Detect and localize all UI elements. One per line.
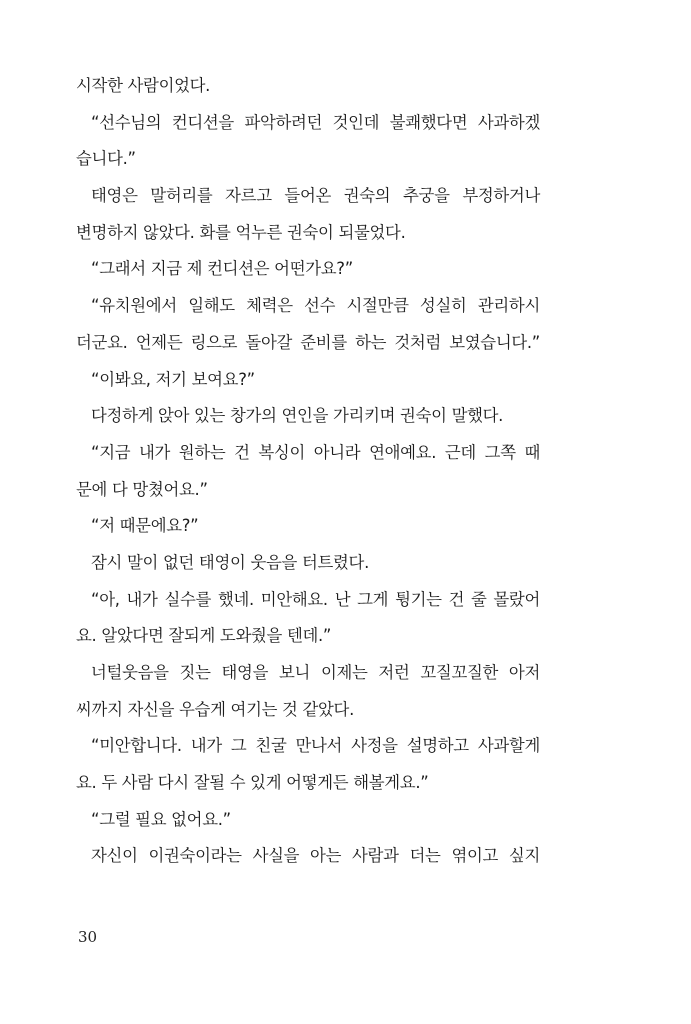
text-line: 자신이 이권숙이라는 사실을 아는 사람과 더는 엮이고 싶지 bbox=[91, 846, 540, 866]
text-line: “지금 내가 원하는 건 복싱이 아니라 연애예요. 근데 그쪽 때 bbox=[91, 442, 540, 462]
text-line: 더군요. 언제든 링으로 돌아갈 준비를 하는 것처럼 보였습니다.” bbox=[76, 332, 540, 352]
text-line: 문에 다 망쳤어요.” bbox=[76, 479, 208, 499]
text-line: 다정하게 앉아 있는 창가의 연인을 가리키며 권숙이 말했다. bbox=[91, 406, 504, 426]
text-line: 너털웃음을 짓는 태영을 보니 이제는 저런 꼬질꼬질한 아저 bbox=[91, 663, 540, 682]
text-line: 요. 알았다면 잘되게 도와줬을 텐데.” bbox=[76, 626, 332, 646]
page-number: 30 bbox=[78, 928, 98, 946]
text-line: “그럴 필요 없어요.” bbox=[91, 809, 231, 829]
text-line: 변명하지 않았다. 화를 억누른 권숙이 되물었다. bbox=[76, 222, 406, 242]
text-line: 시작한 사람이었다. bbox=[76, 76, 211, 95]
text-line: 씨까지 자신을 우습게 여기는 것 같았다. bbox=[76, 699, 354, 719]
text-line: “아, 내가 실수를 했네. 미안해요. 난 그게 튕기는 건 줄 몰랐어 bbox=[91, 589, 540, 609]
text-line: “이봐요, 저기 보여요?” bbox=[91, 369, 255, 389]
text-line: 요. 두 사람 다시 잘될 수 있게 어떻게든 해볼게요.” bbox=[76, 773, 429, 793]
text-line: 태영은 말허리를 자르고 들어온 권숙의 추궁을 부정하거나 bbox=[91, 186, 540, 206]
text-line: 습니다.” bbox=[76, 149, 136, 169]
text-line: “유치원에서 일해도 체력은 선수 시절만큼 성실히 관리하시 bbox=[91, 296, 540, 316]
text-line: 잠시 말이 없던 태영이 웃음을 터트렸다. bbox=[91, 552, 369, 572]
text-line: “선수님의 컨디션을 파악하려던 것인데 불쾌했다면 사과하겠 bbox=[91, 112, 540, 132]
text-line: “미안합니다. 내가 그 친굴 만나서 사정을 설명하고 사과할게 bbox=[91, 736, 540, 756]
text-line: “저 때문에요?” bbox=[91, 516, 199, 536]
text-line: “그래서 지금 제 컨디션은 어떤가요?” bbox=[91, 259, 353, 279]
body-text bbox=[76, 68, 540, 875]
